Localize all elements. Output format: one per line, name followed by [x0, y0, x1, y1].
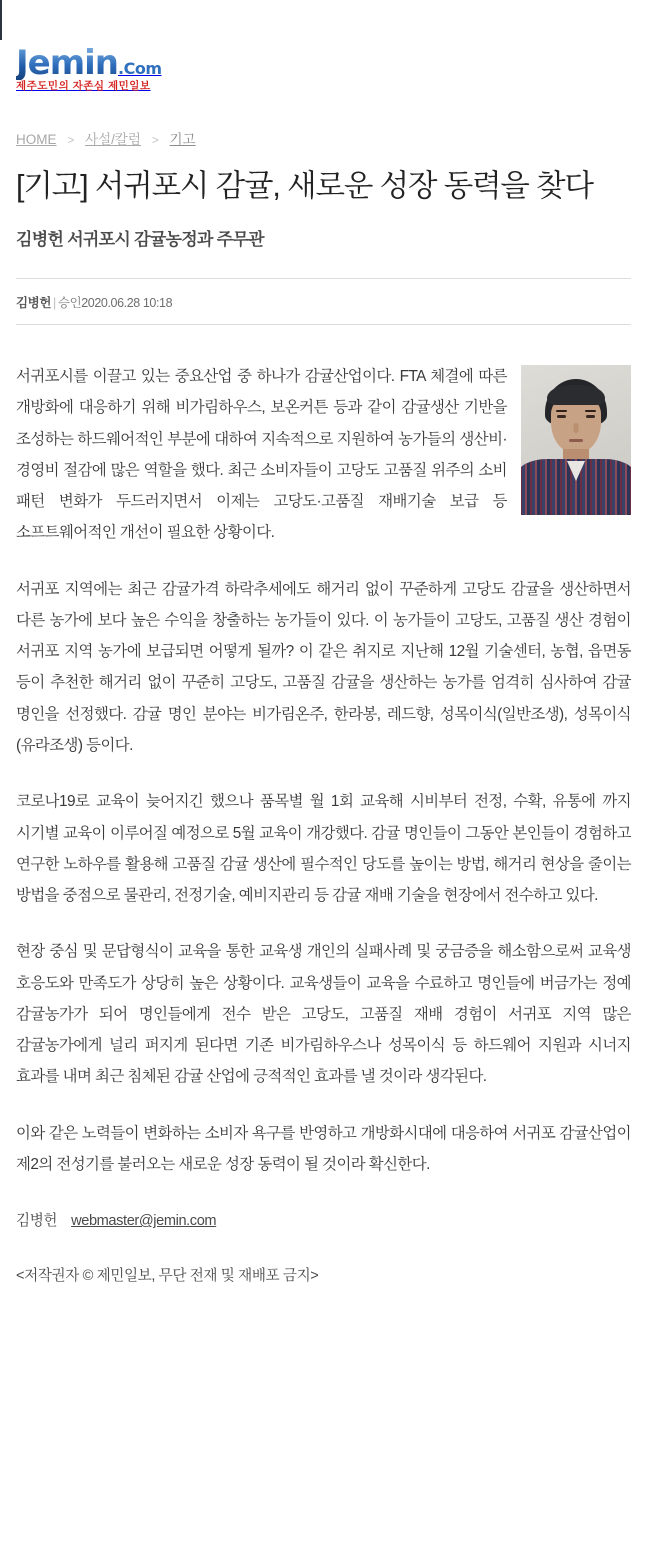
- copyright-notice: <저작권자 © 제민일보, 무단 전재 및 재배포 금지>: [16, 1268, 319, 1285]
- article-paragraph: 서귀포 지역에는 최근 감귤가격 하락추세에도 해거리 없이 꾸준하게 고당도 감귤을 생산하면서 다른 농가에 보다 높은 수익을 창출하는 농가들이 있다. 이 농가들이 고당도, 고품질 생산 경험이 서귀포 지역 농가에 보급되면 어떻게 될까? 이 같은 취지로 지난해 12월 기술센터, 농협, 읍면동 등이 추천한 해거리 없이 꾸준히 고당도, 고품질 감귤을 생산하는 농가를 엄격히 심사하여 감귤 명인을 선정했다. 감귤 명인 분야는 비가림온주, 한라봉, 레드향, 성목이식(일반조생), 성목이식(유라조생) 등이다.: [16, 580, 631, 754]
- article-byline: [0, 279, 647, 324]
- article-header: [0, 148, 647, 252]
- portrait-brow-right: [585, 410, 596, 412]
- portrait-mouth: [569, 439, 583, 442]
- portrait-eye-right: [586, 415, 595, 418]
- breadcrumb-item-opinion[interactable]: 사설/칼럼: [85, 132, 141, 147]
- breadcrumb-separator-icon: >: [67, 133, 75, 147]
- article-subtitle: 김병헌 서귀포시 감귤농정과 주무관: [16, 230, 264, 250]
- portrait-eye-left: [557, 415, 566, 418]
- article-body: [0, 325, 647, 1180]
- footer-writer-name: 김병헌: [16, 1213, 58, 1230]
- breadcrumb-item-home[interactable]: HOME: [16, 132, 57, 147]
- site-masthead: [0, 0, 647, 98]
- breadcrumb-separator-icon: >: [151, 133, 159, 147]
- byline-separator: |: [53, 296, 56, 311]
- logo-letter-j: J: [16, 43, 28, 83]
- byline-approve-label: 승인: [57, 296, 82, 311]
- footer-writer-email[interactable]: webmaster@jemin.com: [71, 1213, 217, 1230]
- site-logo[interactable]: [16, 43, 162, 92]
- byline-datetime: 2020.06.28 10:18: [81, 296, 173, 311]
- portrait-nose: [574, 423, 579, 433]
- author-portrait-photo: [521, 365, 631, 515]
- article-paragraph: 이와 같은 노력들이 변화하는 소비자 욕구를 반영하고 개방화시대에 대응하여 서귀포 감귤산업이 제2의 전성기를 불러오는 새로운 성장 동력이 될 것이라 확신한다.: [16, 1124, 631, 1173]
- page-title: [기고] 서귀포시 감귤, 새로운 성장 동력을 찾다: [16, 169, 593, 203]
- logo-tagline: 제주도민의 자존심 제민일보: [16, 80, 151, 92]
- article-paragraph: 코로나19로 교육이 늦어지긴 했으나 품목별 월 1회 교육해 시비부터 전정, 수확, 유통에 까지 시기별 교육이 이루어질 예정으로 5월 교육이 개강했다. 감귤 명인들이 그동안 본인들이 경험하고 연구한 노하우를 활용해 고품질 감귤 생산에 필수적인 당도를 높이는 방법, 해거리 현상을 줄이는 방법을 중점으로 물관리, 전정기술, 예비지관리 등 감귤 재배 기술을 현장에서 전수하고 있다.: [16, 793, 631, 905]
- article-footer: [0, 1205, 647, 1285]
- byline-reporter[interactable]: 김병헌: [16, 296, 52, 311]
- left-edge-rule: [0, 0, 2, 40]
- article-paragraph: 현장 중심 및 문답형식이 교육을 통한 교육생 개인의 실패사례 및 궁금증을 해소함으로써 교육생 호응도와 만족도가 상당히 높은 상황이다. 교육생들이 교육을 수료하고 명인들에 버금가는 정예 감귤농가가 되어 명인들에게 전수 받은 고당도, 고품질 재배 경험이 서귀포 지역 많은 감귤농가에게 널리 퍼지게 된다면 기존 비가림하우스나 성목이식 등 하드웨어 지원과 시너지 효과를 내며 최근 침체된 감귤 산업에 긍적적인 효과를 낼 것이라 생각된다.: [16, 943, 631, 1086]
- logo-dotcom: .Com: [118, 59, 162, 78]
- breadcrumb: [0, 98, 647, 148]
- article-paragraph: 서귀포시를 이끌고 있는 중요산업 중 하나가 감귤산업이다. FTA 체결에 따른 개방화에 대응하기 위해 비가림하우스, 보온커튼 등과 같이 감귤생산 기반을 조성하는 하드웨어적인 부분에 대하여 지속적으로 지원하여 농가들의 생산비·경영비 절감에 많은 역할을 했다. 최근 소비자들이 고당도 고품질 위주의 소비 패턴 변화가 두드러지면서 이제는 고당도·고품질 재배기술 보급 등 소프트웨어적인 개선이 필요한 상황이다.: [16, 368, 507, 542]
- portrait-brow-left: [556, 410, 567, 412]
- breadcrumb-item-contribution[interactable]: 기고: [169, 132, 196, 147]
- footer-writer-line: [16, 1209, 631, 1230]
- portrait-fringe: [547, 385, 605, 405]
- logo-letters-emin: emin: [27, 43, 119, 83]
